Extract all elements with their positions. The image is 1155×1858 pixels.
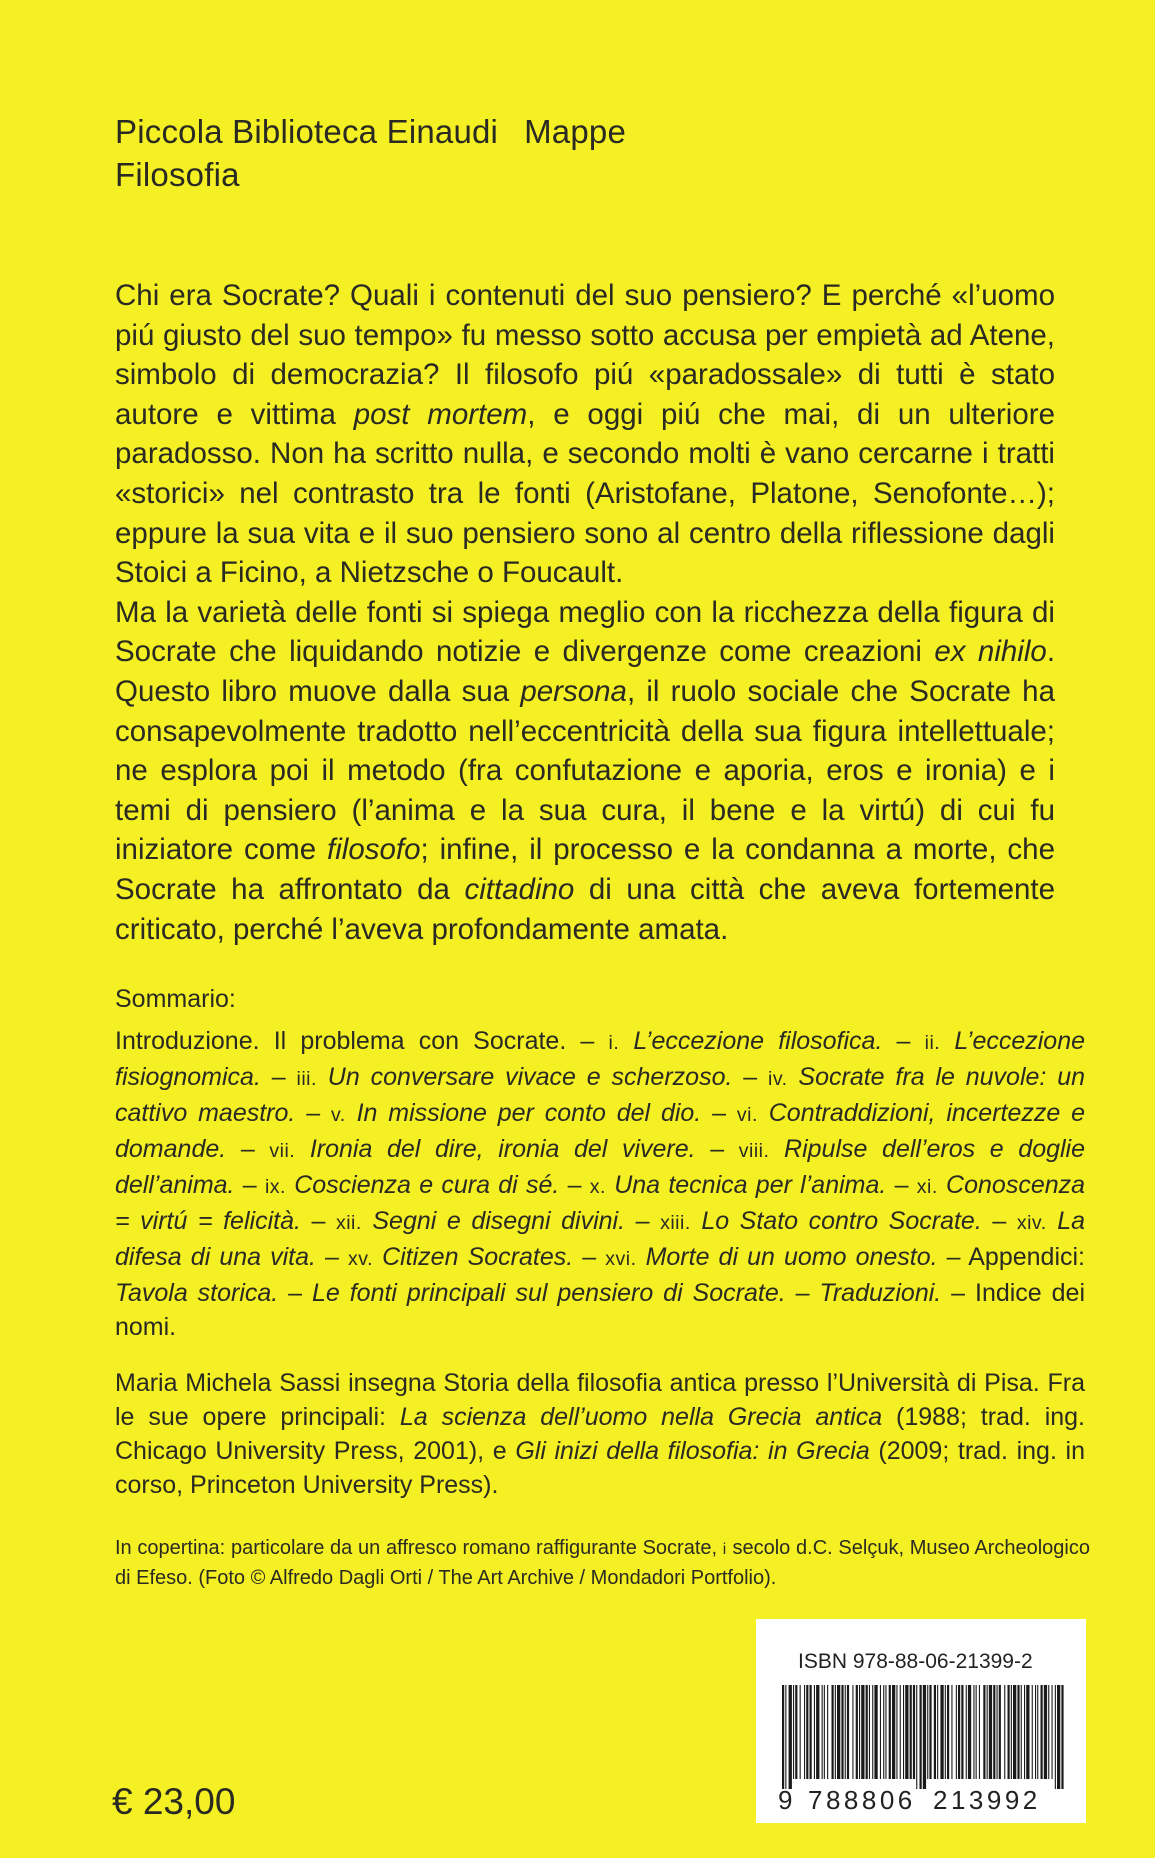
blurb-paragraph-1 bbox=[115, 276, 1055, 593]
contents-separator: – bbox=[260, 1063, 297, 1091]
chapter-title: L’eccezione filosofica. bbox=[633, 1027, 883, 1055]
barcode-bar bbox=[927, 1685, 928, 1779]
author-text: (2009; trad. ing. in corso, Princeton University Press). bbox=[115, 1437, 1085, 1499]
barcode-bar bbox=[989, 1685, 992, 1779]
barcode-bar bbox=[1057, 1685, 1060, 1789]
barcode-bar bbox=[824, 1685, 825, 1779]
barcode-bar bbox=[1037, 1685, 1038, 1779]
barcode-bar bbox=[822, 1685, 823, 1779]
chapter-number: xiii. bbox=[660, 1212, 691, 1234]
barcode-bar bbox=[841, 1685, 843, 1779]
chapter-title: In missione per conto del dio. bbox=[356, 1099, 702, 1127]
chapter-title: Una tecnica per l’anima. bbox=[614, 1171, 887, 1199]
barcode-digit-first: 9 bbox=[778, 1785, 793, 1815]
barcode-bar bbox=[885, 1685, 886, 1779]
chapter-title: L’eccezione fisiognomica. bbox=[115, 1027, 1086, 1091]
barcode-bar bbox=[800, 1685, 801, 1779]
barcode-bar bbox=[966, 1685, 967, 1779]
barcode-bar bbox=[1004, 1685, 1005, 1779]
chapter-title: Ripulse dell’eros e doglie dell’anima. bbox=[115, 1135, 1086, 1199]
blurb-italic: persona bbox=[520, 674, 627, 708]
barcode-bar bbox=[903, 1685, 904, 1779]
barcode-bar bbox=[968, 1685, 971, 1779]
contents-separator: – bbox=[886, 1171, 917, 1199]
chapter-number: iii. bbox=[296, 1068, 317, 1090]
barcode-bar bbox=[795, 1685, 797, 1779]
barcode-digits-left: 788806 bbox=[808, 1785, 916, 1815]
barcode-bar bbox=[835, 1685, 836, 1779]
appendici-label: Appendici: bbox=[968, 1243, 1085, 1271]
barcode-bar bbox=[1013, 1685, 1016, 1779]
credits-text: secolo d.C. Selçuk, Museo Archeologico di Efeso. (Foto © Alfredo Dagli Orti / The Art Archive / Mondadori Portfolio). bbox=[115, 1537, 1090, 1589]
author-text: (1988; trad. ing. Chicago University Press, 2001), e bbox=[115, 1403, 1086, 1465]
barcode-bar bbox=[958, 1685, 960, 1779]
chapter-title: Ironia del dire, ironia del vivere. bbox=[309, 1135, 696, 1163]
contents-separator: – bbox=[941, 1279, 975, 1307]
barcode-bar bbox=[827, 1685, 828, 1779]
barcode-bar bbox=[896, 1685, 897, 1779]
barcode-bar bbox=[869, 1685, 870, 1779]
chapter-title: Un conversare vivace e scherzoso. bbox=[327, 1063, 733, 1091]
barcode-bar bbox=[880, 1685, 881, 1779]
barcode-bar bbox=[987, 1685, 988, 1779]
isbn-label: ISBN 978-88-06-21399-2 bbox=[798, 1650, 1033, 1673]
barcode-bar bbox=[940, 1685, 943, 1779]
barcode-bar bbox=[947, 1685, 949, 1779]
chapter-number: v. bbox=[330, 1104, 346, 1126]
barcode-bar bbox=[999, 1685, 1001, 1779]
chapter-number: ii. bbox=[924, 1032, 941, 1054]
contents-separator: – bbox=[573, 1243, 606, 1271]
blurb-text: Chi era Socrate? Quali i contenuti del suo pensiero? E perché «l’uomo piú giusto del suo tempo» fu messo sotto accusa per empietà ad Atene, simbolo di democrazia? Il filosofo piú «paradossale» di tutti è stato autore e vittima bbox=[115, 279, 1055, 431]
barcode-bar bbox=[993, 1685, 995, 1779]
blurb-italic: post mortem bbox=[353, 397, 528, 431]
barcode-bar bbox=[810, 1685, 812, 1779]
series-line-1 bbox=[115, 110, 626, 153]
author-text: Maria Michela Sassi insegna Storia della filosofia antica presso l’Università di Pisa. Fra le sue opere principali: bbox=[115, 1369, 1085, 1431]
barcode-bar bbox=[910, 1685, 912, 1779]
index-entry: Indice dei nomi. bbox=[115, 1279, 1085, 1341]
contents-separator: – bbox=[234, 1171, 265, 1199]
chapter-number: i. bbox=[608, 1032, 620, 1054]
barcode-bar bbox=[1048, 1685, 1049, 1779]
contents-separator: – bbox=[295, 1099, 331, 1127]
barcode-bar bbox=[806, 1685, 808, 1779]
barcode-bar bbox=[785, 1685, 786, 1789]
barcode-bar bbox=[866, 1685, 868, 1779]
barcode-bar bbox=[920, 1685, 922, 1789]
barcode-bar bbox=[845, 1685, 846, 1779]
appendix-title: Tavola storica. bbox=[115, 1279, 279, 1307]
barcode-bar bbox=[804, 1685, 805, 1779]
barcode-bar bbox=[973, 1685, 974, 1779]
blurb-text: Ma la varietà delle fonti si spiega meglio con la ricchezza della figura di Socrate che liquidando notizie e divergenze come creazioni bbox=[115, 595, 1055, 669]
chapter-number: x. bbox=[589, 1176, 606, 1198]
cover-credits bbox=[115, 1534, 1090, 1592]
barcode-bar bbox=[934, 1685, 936, 1779]
chapter-number: vii. bbox=[269, 1140, 296, 1162]
barcode-bar bbox=[1032, 1685, 1033, 1779]
chapter-number: iv. bbox=[768, 1068, 788, 1090]
author-work-title: La scienza dell’uomo nella Grecia antica bbox=[399, 1403, 883, 1431]
appendix-title: Le fonti principali sul pensiero di Socrate. bbox=[312, 1279, 786, 1307]
barcode-bar bbox=[1021, 1685, 1022, 1779]
barcode-bar bbox=[937, 1685, 938, 1779]
chapter-number: vi. bbox=[736, 1104, 758, 1126]
barcode-bar bbox=[900, 1685, 901, 1779]
blurb-italic: filosofo bbox=[327, 833, 421, 867]
barcode-bar bbox=[923, 1685, 926, 1789]
contents-separator: – bbox=[315, 1243, 349, 1271]
barcode-bar bbox=[929, 1685, 931, 1779]
barcode-bar bbox=[837, 1685, 840, 1779]
barcode-bar bbox=[816, 1685, 819, 1779]
barcode-bar bbox=[916, 1685, 917, 1789]
blurb bbox=[115, 276, 1055, 949]
contents-intro: Introduzione. Il problema con Socrate. bbox=[115, 1027, 567, 1055]
barcode-bar bbox=[793, 1685, 794, 1779]
barcode-bar bbox=[1011, 1685, 1012, 1779]
barcode-bar bbox=[1008, 1685, 1010, 1779]
chapter-title: Conoscenza = virtú = felicità. bbox=[115, 1171, 1086, 1235]
barcode-bar bbox=[856, 1685, 858, 1779]
contents-separator: – bbox=[785, 1279, 820, 1307]
barcode-bar bbox=[861, 1685, 864, 1779]
chapter-title: La difesa di una vita. bbox=[115, 1207, 1085, 1271]
barcode-bar bbox=[945, 1685, 946, 1779]
barcode-bar bbox=[1044, 1685, 1047, 1779]
barcode-bar bbox=[1052, 1685, 1053, 1779]
barcode-bar bbox=[997, 1685, 998, 1779]
contents-separator: – bbox=[278, 1279, 312, 1307]
price: € 23,00 bbox=[112, 1781, 236, 1822]
contents-separator: – bbox=[300, 1207, 336, 1235]
barcode-bar bbox=[789, 1685, 792, 1789]
barcode-bar bbox=[1061, 1685, 1063, 1789]
barcode-bar bbox=[979, 1685, 980, 1779]
table-of-contents bbox=[115, 1024, 1085, 1344]
credits-text: In copertina: particolare da un affresco romano raffigurante Socrate, bbox=[115, 1537, 723, 1559]
chapter-number: xii. bbox=[335, 1212, 362, 1234]
contents-separator: – bbox=[937, 1243, 969, 1271]
barcode-bar bbox=[852, 1685, 853, 1779]
barcode-bar bbox=[1041, 1685, 1043, 1779]
chapter-title: Contraddizioni, incertezze e domande. bbox=[115, 1099, 1086, 1163]
barcode-bar bbox=[1055, 1685, 1056, 1789]
blurb-text: ; infine, il processo e la condanna a morte, che Socrate ha affrontato da bbox=[115, 833, 1055, 906]
chapter-number: ix. bbox=[264, 1176, 286, 1198]
contents-title: Sommario: bbox=[115, 985, 236, 1013]
barcode-bar bbox=[951, 1685, 952, 1779]
credits-century: i bbox=[722, 1541, 727, 1558]
contents-separator: – bbox=[226, 1135, 270, 1163]
barcode-bar bbox=[983, 1685, 985, 1779]
contents-separator: – bbox=[625, 1207, 661, 1235]
barcode-digits-right: 213992 bbox=[933, 1785, 1041, 1815]
chapter-title: Citizen Socrates. bbox=[382, 1243, 574, 1271]
barcode-bar bbox=[874, 1685, 877, 1779]
chapter-number: xvi. bbox=[605, 1248, 637, 1270]
chapter-title: Morte di un uomo onesto. bbox=[645, 1243, 938, 1271]
contents-separator: – bbox=[882, 1027, 925, 1055]
chapter-title: Coscienza e cura di sé. bbox=[294, 1171, 560, 1199]
blurb-paragraph-2 bbox=[115, 593, 1055, 949]
barcode-bar bbox=[859, 1685, 860, 1779]
barcode-bar bbox=[1017, 1685, 1019, 1779]
chapter-number: xi. bbox=[916, 1176, 938, 1198]
chapter-title: Lo Stato contro Socrate. bbox=[701, 1207, 982, 1235]
barcode-bar bbox=[976, 1685, 977, 1779]
isbn-barcode-box bbox=[756, 1619, 1086, 1823]
barcode-bar bbox=[883, 1685, 884, 1779]
contents-separator: – bbox=[580, 1027, 609, 1055]
chapter-number: xv. bbox=[348, 1248, 373, 1270]
barcode-bar bbox=[847, 1685, 849, 1779]
barcode-bar bbox=[1035, 1685, 1036, 1779]
chapter-title: Socrate fra le nuvole: un cattivo maestro. bbox=[115, 1063, 1086, 1127]
barcode-bar bbox=[892, 1685, 895, 1779]
blurb-text: , il ruolo sociale che Socrate ha consapevolmente tradotto nell’eccentricità della sua figura intellettuale; ne esplora poi il metodo (fra confutazione e aporia, eros e ironia) e i temi di pensiero (l’anima e la sua cura, il bene e la virtú) di cui fu iniziatore come bbox=[115, 674, 1055, 867]
blurb-text: , e oggi piú che mai, di un ulteriore paradosso. Non ha scritto nulla, e secondo molti è vano cercarne i tratti «storici» nel contrasto tra le fonti (Aristofane, Platone, Senofonte…); eppure la sua vita e il suo pensiero sono al centro della riflessione dagli Stoici a Ficino, a Nietzsche o Foucault. bbox=[115, 397, 1056, 590]
blurb-text: . Questo libro muove dalla sua bbox=[115, 635, 1056, 708]
contents-separator: – bbox=[732, 1063, 769, 1091]
author-bio bbox=[115, 1366, 1085, 1502]
barcode-bar bbox=[814, 1685, 815, 1779]
series-name: Piccola Biblioteca Einaudi bbox=[115, 113, 499, 150]
barcode-bar bbox=[782, 1685, 784, 1789]
chapter-title: Segni e disegni divini. bbox=[372, 1207, 626, 1235]
series-subject: Filosofia bbox=[115, 156, 240, 193]
contents-separator: – bbox=[559, 1171, 590, 1199]
blurb-italic: ex nihilo bbox=[934, 635, 1047, 669]
barcode-bar bbox=[956, 1685, 957, 1779]
barcode-bar bbox=[905, 1685, 908, 1779]
series-heading bbox=[115, 110, 626, 196]
barcode-bar bbox=[889, 1685, 891, 1779]
chapter-number: viii. bbox=[738, 1140, 770, 1162]
barcode-bar bbox=[961, 1685, 963, 1779]
barcode-bar bbox=[1026, 1685, 1029, 1779]
barcode-bar bbox=[872, 1685, 873, 1779]
chapter-number: xiv. bbox=[1016, 1212, 1047, 1234]
barcode-icon bbox=[776, 1685, 1068, 1789]
author-work-title: Gli inizi della filosofia: in Grecia bbox=[515, 1437, 870, 1465]
barcode-bar bbox=[832, 1685, 834, 1779]
blurb-text: di una città che aveva fortemente criticato, perché l’aveva profondamente amata. bbox=[115, 872, 1055, 946]
blurb-italic: cittadino bbox=[464, 872, 575, 906]
barcode-bar bbox=[913, 1685, 915, 1779]
contents-separator: – bbox=[981, 1207, 1017, 1235]
contents-separator: – bbox=[701, 1099, 737, 1127]
series-collection: Mappe bbox=[524, 113, 626, 150]
contents-separator: – bbox=[695, 1135, 739, 1163]
appendix-title: Traduzioni. bbox=[819, 1279, 942, 1307]
barcode-bar bbox=[1024, 1685, 1025, 1779]
